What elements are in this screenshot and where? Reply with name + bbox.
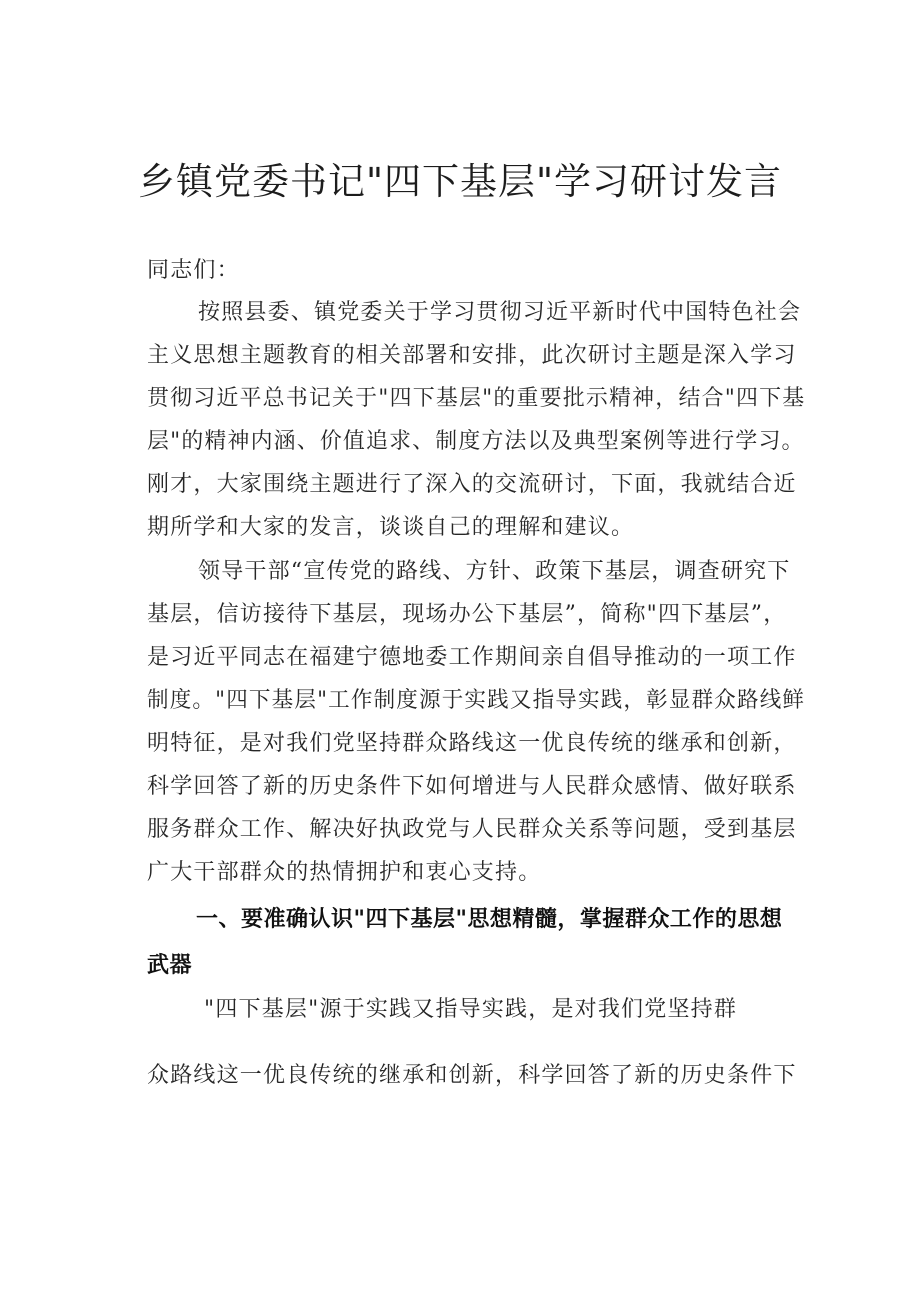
paragraph-line: 期所学和大家的发言，谈谈自己的理解和建议。 [147, 515, 635, 540]
paragraph-line: 是习近平同志在福建宁德地委工作期间亲自倡导推动的一项工作 [147, 645, 797, 670]
paragraph-line: 服务群众工作、解决好执政党与人民群众关系等问题，受到基层 [147, 817, 797, 842]
paragraph-line: 制度。"四下基层"工作制度源于实践又指导实践，彰显群众路线鲜 [147, 688, 806, 713]
section-heading-line: 一、要准确认识"四下基层"思想精髓，掌握群众工作的思想 [196, 907, 783, 932]
paragraph-line: 主义思想主题教育的相关部署和安排，此次研讨主题是深入学习 [147, 343, 797, 368]
salutation: 同志们： [147, 258, 240, 283]
paragraph-line: 刚才，大家围绕主题进行了深入的交流研讨，下面，我就结合近 [147, 472, 797, 497]
paragraph-line: 广大干部群众的热情拥护和衷心支持。 [147, 860, 542, 885]
paragraph-line: 贯彻习近平总书记关于"四下基层"的重要批示精神，结合"四下基 [147, 386, 806, 411]
paragraph-line: 按照县委、镇党委关于学习贯彻习近平新时代中国特色社会 [198, 300, 802, 325]
paragraph-line: "四下基层"源于实践又指导实践，是对我们党坚持群 [204, 997, 738, 1022]
paragraph-line: 基层，信访接待下基层，现场办公下基层”，简称"四下基层”， [147, 602, 787, 627]
paragraph-line: 层"的精神内涵、价值追求、制度方法以及典型案例等进行学习。 [147, 429, 805, 454]
document-title: 乡镇党委书记"四下基层"学习研讨发言 [137, 160, 783, 203]
paragraph-line: 领导干部“宣传党的路线、方针、政策下基层，调查研究下 [198, 559, 791, 584]
paragraph-line: 众路线这一优良传统的继承和创新，科学回答了新的历史条件下 [147, 1063, 797, 1088]
section-heading-line: 武器 [147, 953, 193, 978]
paragraph-line: 科学回答了新的历史条件下如何增进与人民群众感情、做好联系 [147, 774, 797, 799]
paragraph-line: 明特征，是对我们党坚持群众路线这一优良传统的继承和创新， [147, 731, 797, 756]
